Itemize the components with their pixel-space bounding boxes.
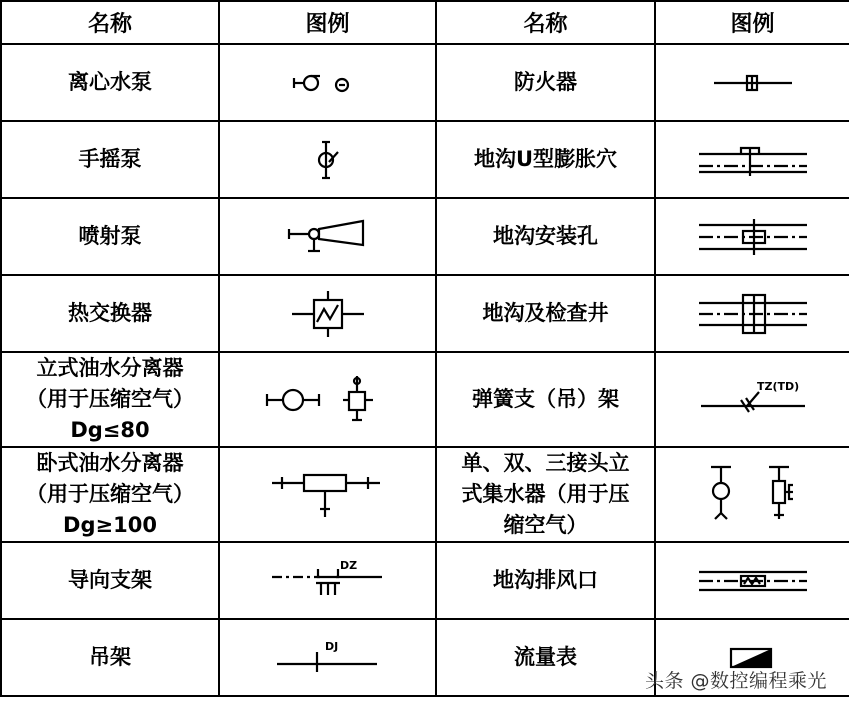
table-row [1, 44, 849, 121]
spring-hanger-symbol-icon [655, 352, 849, 447]
item-name [436, 447, 655, 542]
item-name-line: 式集水器（用于压 [461, 482, 630, 506]
header-row [1, 1, 849, 44]
item-name: 流量表 [436, 619, 655, 696]
item-name-line: 立式油水分离器 [36, 356, 184, 380]
header-icon-2: 图例 [655, 1, 849, 44]
hanger-symbol-icon [219, 619, 436, 696]
item-name-line: （用于压缩空气） [26, 482, 194, 506]
spring-hanger-label: TZ(TD) [756, 379, 799, 393]
item-name-line: （用于压缩空气） [26, 387, 194, 411]
table-row [1, 447, 849, 542]
item-name: 地沟安装孔 [436, 198, 655, 275]
header-icon-1: 图例 [219, 1, 436, 44]
table-row [1, 198, 849, 275]
guide-support-symbol-icon [219, 542, 436, 619]
item-name: 地沟U型膨胀穴 [436, 121, 655, 198]
trench-vent-symbol-icon [655, 542, 849, 619]
watermark-text: 头条 @数控编程乘光 [644, 670, 827, 692]
item-name [1, 447, 219, 542]
flame-arrester-symbol-icon [655, 44, 849, 121]
trench-u-expansion-symbol-icon [655, 121, 849, 198]
item-name-line: Dg≤80 [70, 418, 150, 442]
item-name: 地沟及检查井 [436, 275, 655, 352]
horizontal-separator-symbol-icon [219, 447, 436, 542]
item-name: 地沟排风口 [436, 542, 655, 619]
hand-pump-symbol-icon [219, 121, 436, 198]
trench-install-hole-symbol-icon [655, 198, 849, 275]
trench-inspection-well-symbol-icon [655, 275, 849, 352]
item-name: 吊架 [1, 619, 219, 696]
table-row [1, 542, 849, 619]
water-collector-symbol-icon [655, 447, 849, 542]
table-row [1, 275, 849, 352]
item-name-line: 缩空气） [503, 513, 588, 537]
item-name-line: Dg≥100 [63, 513, 157, 537]
item-name-line: 单、双、三接头立 [461, 451, 630, 475]
vertical-separator-symbol-icon [219, 352, 436, 447]
item-name: 手摇泵 [1, 121, 219, 198]
table-row [1, 352, 849, 447]
centrifugal-pump-symbol-icon [219, 44, 436, 121]
item-name-line: 卧式油水分离器 [36, 451, 184, 475]
hanger-label: DJ [324, 639, 338, 653]
jet-pump-symbol-icon [219, 198, 436, 275]
item-name: 导向支架 [1, 542, 219, 619]
item-name: 防火器 [436, 44, 655, 121]
item-name: 热交换器 [1, 275, 219, 352]
table-row [1, 121, 849, 198]
heat-exchanger-symbol-icon [219, 275, 436, 352]
item-name: 喷射泵 [1, 198, 219, 275]
item-name: 离心水泵 [1, 44, 219, 121]
guide-support-label: DZ [339, 558, 357, 572]
item-name: 弹簧支（吊）架 [436, 352, 655, 447]
header-name-1: 名称 [1, 1, 219, 44]
item-name [1, 352, 219, 447]
header-name-2: 名称 [436, 1, 655, 44]
